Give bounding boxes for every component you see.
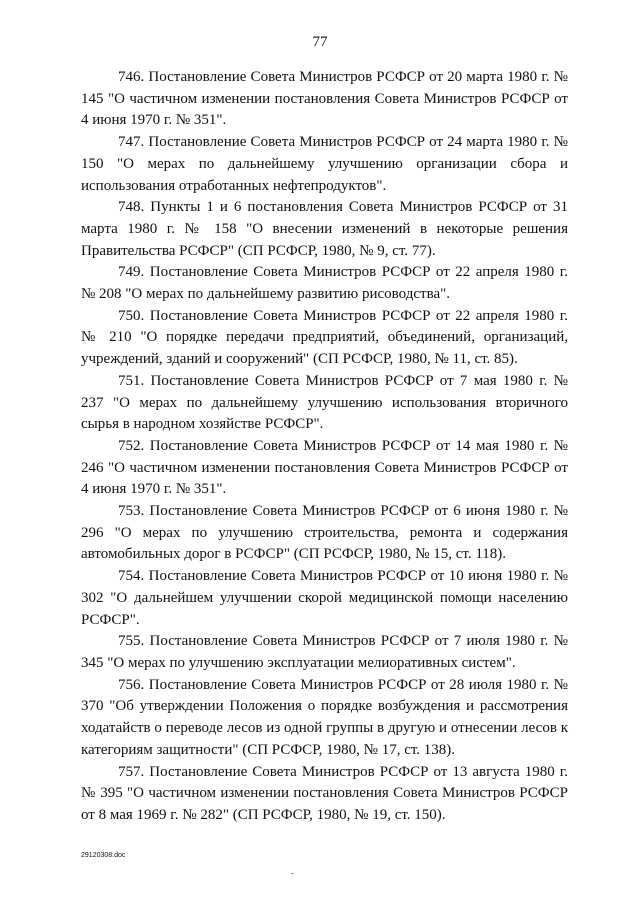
list-item: 752. Постановление Совета Министров РСФСР от 14 мая 1980 г. № 246 "О частичном изменении постановления Совета Министров РСФСР от 4 июня 1970 г. № 351". [81,437,568,498]
list-item: 755. Постановление Совета Министров РСФСР от 7 июля 1980 г. № 345 "О мерах по улучшению эксплуатации мелиоративных систем". [81,633,568,671]
entry-list [81,67,568,827]
list-item: 747. Постановление Совета Министров РСФСР от 24 марта 1980 г. № 150 "О мерах по дальнейшему улучшению организации сбора и использования отработанных нефтепродуктов". [81,134,568,194]
list-item: 748. Пункты 1 и 6 постановления Совета Министров РСФСР от 31 марта 1980 г. № 158 "О внесении изменений в некоторые решения Правительства РСФСР" (СП РСФСР, 1980, № 9, ст. 77). [81,199,568,259]
list-item: 757. Постановление Совета Министров РСФСР от 13 августа 1980 г. № 395 "О частичном изменении постановления Совета Министров РСФСР от 8 мая 1969 г. № 282" (СП РСФСР, 1980, № 19, ст. 150). [81,763,568,823]
list-item: 756. Постановление Совета Министров РСФСР от 28 июля 1980 г. № 370 "Об утверждении Положения о порядке возбуждения и рассмотрения ходатайств о переводе лесов из одной группы в другую и отнесении лесов к категориям защитности" (СП РСФСР, 1980, № 17, ст. 138). [81,676,568,758]
scan-artifact [291,873,294,874]
list-item: 751. Постановление Совета Министров РСФСР от 7 мая 1980 г. № 237 "О мерах по дальнейшему улучшению использования вторичного сырья в народном хозяйстве РСФСР". [81,372,568,433]
list-item: 754. Постановление Совета Министров РСФСР от 10 июня 1980 г. № 302 "О дальнейшем улучшении скорой медицинской помощи населению РСФСР". [81,568,568,628]
page-number: 77 [312,34,328,50]
footer-filename: 29120308.doc [81,852,126,859]
list-item: 749. Постановление Совета Министров РСФСР от 22 апреля 1980 г. № 208 "О мерах по дальнейшему развитию рисоводства". [81,264,568,303]
list-item: 746. Постановление Совета Министров РСФСР от 20 марта 1980 г. № 145 "О частичном изменении постановления Совета Министров РСФСР от 4 июня 1970 г. № 351". [81,69,568,129]
list-item: 750. Постановление Совета Министров РСФСР от 22 апреля 1980 г. № 210 "О порядке передачи предприятий, объединений, организаций, учреждений, зданий и сооружений" (СП РСФСР, 1980, № 11, ст. 85). [81,307,568,368]
list-item: 753. Постановление Совета Министров РСФСР от 6 июня 1980 г. № 296 "О мерах по улучшению строительства, ремонта и содержания автомобильных дорог в РСФСР" (СП РСФСР, 1980, № 15, ст. 118). [81,503,568,563]
